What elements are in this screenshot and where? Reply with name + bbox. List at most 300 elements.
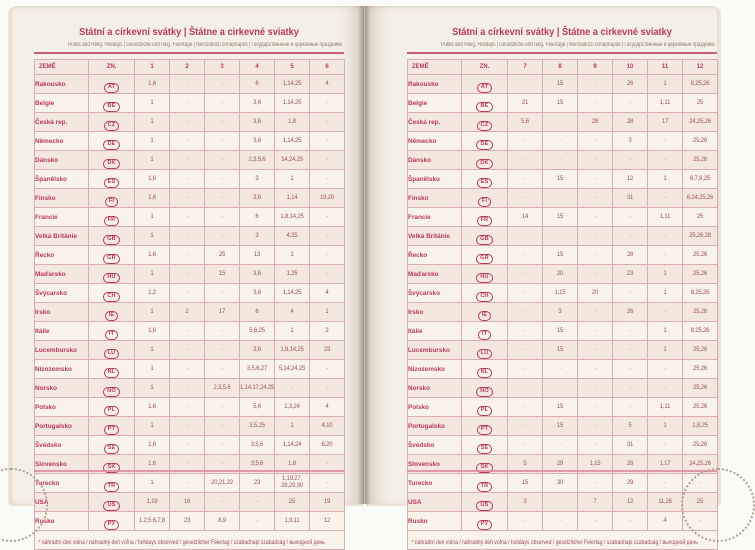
holiday-days-cell: 1,6 [135,322,170,341]
holiday-days-cell: 17 [205,303,240,322]
table-header-row [35,59,345,75]
country-code-badge: TR [104,482,120,492]
holiday-days-cell: 15 [543,322,578,341]
holiday-days-cell: - [170,417,205,436]
table-row [35,265,345,284]
holiday-days-cell: - [543,360,578,379]
table-row [35,512,345,531]
country-code-cell [462,341,508,360]
holiday-days-cell: 25,26 [683,341,718,360]
holiday-days-cell: 4 [310,398,345,417]
country-code-cell [89,265,135,284]
holiday-days-cell: - [578,379,613,398]
holiday-days-cell: - [310,94,345,113]
table-row [35,208,345,227]
country-code-cell [89,398,135,417]
holiday-days-cell: - [205,151,240,170]
holiday-days-cell: 24,25,26 [683,113,718,132]
holiday-days-cell: 24,25,26 [683,455,718,474]
country-name-cell: USA [35,493,89,512]
holiday-days-cell: 14 [508,208,543,227]
holiday-days-cell: 1,19 [135,493,170,512]
country-name-cell: Francie [35,208,89,227]
holiday-days-cell: - [205,493,240,512]
table-row [408,322,718,341]
country-name-cell: Slovensko [408,455,462,474]
holiday-days-cell: 5 [508,455,543,474]
holiday-days-cell: - [170,151,205,170]
country-name-cell: Lucembursko [408,341,462,360]
country-code-badge: GR [476,254,493,264]
table-row [408,398,718,417]
table-row [35,151,345,170]
holiday-days-cell: - [648,303,683,322]
table-row [408,246,718,265]
country-code-cell [89,227,135,246]
holiday-days-cell: 6,24,25,26 [683,189,718,208]
holiday-days-cell: - [170,436,205,455]
holiday-days-cell: 1,14,17,24,25 [240,379,275,398]
country-name-cell: Belgie [408,94,462,113]
country-name-cell: Finsko [35,189,89,208]
holiday-days-cell: 29 [613,474,648,493]
country-name-cell: Švýcarsko [408,284,462,303]
holiday-days-cell: 1 [275,417,310,436]
table-row [408,341,718,360]
holiday-days-cell: 25 [275,493,310,512]
table-footnote: * náhradní den volna / náhradný deň voľna / holidays observed / gesetzlicher Feiertag / szabadnapi szabadság / выходной день [408,540,698,546]
holiday-days-cell: - [170,75,205,94]
holiday-days-cell: - [613,322,648,341]
country-code-badge: BE [103,102,119,112]
table-row [35,360,345,379]
holiday-days-cell: - [543,436,578,455]
holiday-days-cell: - [240,512,275,531]
holiday-days-cell: - [205,322,240,341]
country-code-badge: US [476,501,492,511]
holiday-days-cell: 26 [613,303,648,322]
holiday-days-cell: - [310,227,345,246]
holiday-days-cell: - [205,360,240,379]
country-code-badge: DE [103,140,119,150]
country-name-cell: Norsko [408,379,462,398]
holiday-days-cell: 15 [543,246,578,265]
holiday-days-cell: 25 [205,246,240,265]
holiday-days-cell: 15 [205,265,240,284]
footnote-row [35,531,345,550]
title-rule [407,52,717,54]
table-row [35,170,345,189]
diary-book [10,6,719,504]
holiday-days-cell: 1 [648,417,683,436]
column-header: 2 [170,59,205,75]
holiday-days-cell: - [508,284,543,303]
country-name-cell: Nizozemsko [408,360,462,379]
holiday-days-cell: - [205,113,240,132]
table-row [408,151,718,170]
country-name-cell: Švýcarsko [35,284,89,303]
country-name-cell: Česká rep. [408,113,462,132]
country-name-cell: Francie [408,208,462,227]
country-code-badge: CH [476,292,492,302]
table-row [35,398,345,417]
holiday-days-cell: - [683,512,718,531]
holiday-days-cell: - [613,341,648,360]
country-name-cell: Německo [408,132,462,151]
holiday-days-cell: 1,19,27, 28,29,30 [275,474,310,493]
table-row [408,474,718,493]
column-header: 6 [310,59,345,75]
column-header: 1 [135,59,170,75]
holiday-days-cell: 1,14,25 [275,75,310,94]
holiday-days-cell: 13 [240,246,275,265]
holiday-days-cell: 1 [135,208,170,227]
table-row [408,493,718,512]
holiday-days-cell: 4 [648,512,683,531]
holiday-days-cell: - [508,512,543,531]
holiday-days-cell: - [508,417,543,436]
holiday-days-cell: 25,26 [683,379,718,398]
holiday-days-cell: 25,26 [683,151,718,170]
holiday-days-cell: - [170,170,205,189]
country-code-badge: ES [477,178,493,188]
holiday-days-cell: 1,8 [275,113,310,132]
holiday-days-cell: - [613,208,648,227]
table-row [408,189,718,208]
holiday-days-cell: - [648,246,683,265]
holiday-days-cell: - [578,94,613,113]
country-code-cell [462,436,508,455]
holiday-days-cell: - [205,189,240,208]
country-name-cell: Portugalsko [35,417,89,436]
holiday-days-cell: 28 [613,113,648,132]
country-name-cell: Velká Británie [408,227,462,246]
holiday-days-cell: - [613,398,648,417]
holiday-days-cell: - [613,227,648,246]
holiday-days-cell: - [205,227,240,246]
country-code-badge: NO [103,387,120,397]
country-code-cell [462,493,508,512]
page-title: Státní a církevní svátky | Štátne a cirkevné sviatky [53,26,326,39]
holiday-days-cell: 3 [543,303,578,322]
holiday-days-cell: - [170,227,205,246]
holiday-days-cell: - [170,341,205,360]
country-code-cell [462,303,508,322]
holiday-days-cell: - [508,227,543,246]
table-row [408,436,718,455]
country-code-cell [462,208,508,227]
holiday-days-cell: - [205,132,240,151]
holiday-days-cell: 15 [543,398,578,417]
holiday-days-cell: 3,5,6,27 [240,360,275,379]
holiday-days-cell: 1,15 [578,455,613,474]
holiday-days-cell: - [170,208,205,227]
country-code-cell [462,132,508,151]
table-row [408,417,718,436]
holiday-days-cell: - [683,474,718,493]
country-code-cell [89,322,135,341]
holiday-days-cell: 4,10 [310,417,345,436]
table-row [408,303,718,322]
table-row [408,170,718,189]
table-row [35,227,345,246]
holiday-days-cell: 1 [135,341,170,360]
country-code-cell [462,189,508,208]
country-code-cell [462,512,508,531]
country-code-cell [89,284,135,303]
holiday-days-cell: - [310,265,345,284]
holiday-days-cell: 1,8,14,25 [275,208,310,227]
holiday-days-cell: 28 [613,246,648,265]
country-code-badge: LU [477,349,493,359]
holiday-days-cell: 1 [275,170,310,189]
holiday-days-cell: 1,8 [275,455,310,474]
country-name-cell: Belgie [35,94,89,113]
country-name-cell: Portugalsko [408,417,462,436]
country-code-cell [89,436,135,455]
page-title: Státní a církevní svátky | Štátne a cirkevné sviatky [426,26,699,39]
holiday-days-cell: - [310,360,345,379]
column-header: 5 [275,59,310,75]
country-name-cell: Španělsko [35,170,89,189]
holiday-days-cell: 20,21,22 [205,474,240,493]
holiday-days-cell: - [578,512,613,531]
country-name-cell: Rakousko [35,75,89,94]
holiday-days-cell: 2,3,5,6 [205,379,240,398]
holiday-days-cell: - [508,379,543,398]
table-row [408,208,718,227]
country-name-cell: Slovensko [35,455,89,474]
holiday-days-cell: - [170,455,205,474]
holiday-days-cell: - [170,360,205,379]
country-code-badge: BE [476,102,492,112]
holiday-days-cell: - [613,379,648,398]
country-name-cell: Polsko [408,398,462,417]
holiday-days-cell: 1 [135,379,170,398]
holiday-days-cell: 1 [648,170,683,189]
holiday-days-cell: - [578,417,613,436]
holiday-days-cell: - [508,265,543,284]
country-code-badge: PL [477,406,492,416]
holiday-days-cell: - [578,436,613,455]
holiday-days-cell: - [205,208,240,227]
holiday-days-cell: - [578,208,613,227]
holiday-days-cell: 14,24,25 [275,151,310,170]
country-name-cell: Irsko [408,303,462,322]
holiday-days-cell: 26 [613,75,648,94]
holiday-days-cell: 3,5,6 [240,436,275,455]
table-row [35,113,345,132]
country-code-cell [462,94,508,113]
holiday-days-cell: - [578,227,613,246]
holiday-days-cell: - [310,132,345,151]
holiday-days-cell: 1,15 [543,284,578,303]
table-row [35,94,345,113]
holiday-days-cell: 3,6 [240,284,275,303]
holiday-days-cell: - [543,379,578,398]
holiday-days-cell: - [578,322,613,341]
holiday-days-cell: 17 [648,113,683,132]
table-row [408,360,718,379]
country-code-cell [462,151,508,170]
country-name-cell: Řecko [35,246,89,265]
holiday-days-cell: 8,9 [205,512,240,531]
holiday-days-cell: 1,14,25 [275,94,310,113]
holiday-days-cell: 2,3,5,6 [240,151,275,170]
holiday-days-cell: 30 [543,474,578,493]
holiday-days-cell: - [543,113,578,132]
holiday-days-cell: 1,9,14,25 [275,341,310,360]
holiday-days-cell: 1,9,11 [275,512,310,531]
country-code-cell [462,113,508,132]
holiday-days-cell: - [508,398,543,417]
holiday-days-cell: 1,17 [648,455,683,474]
table-row [408,113,718,132]
holiday-days-cell: 25,26 [683,132,718,151]
holiday-days-cell: 8,25,26 [683,322,718,341]
country-code-badge: РУ [104,520,119,530]
country-name-cell: Rakousko [408,75,462,94]
country-code-cell [89,75,135,94]
holiday-days-cell: 6 [240,208,275,227]
holiday-days-cell: 25,26 [683,265,718,284]
holiday-days-cell: 3 [240,227,275,246]
holiday-days-cell: - [205,341,240,360]
holiday-days-cell: - [310,113,345,132]
holiday-days-cell: - [205,94,240,113]
country-name-cell: Rusko [408,512,462,531]
country-code-badge: GR [103,254,120,264]
holiday-days-cell: - [170,189,205,208]
holiday-days-cell: 7 [578,493,613,512]
country-code-cell [89,94,135,113]
country-code-cell [89,303,135,322]
holiday-days-cell: 3,5,6 [240,455,275,474]
holiday-days-cell: 1,25 [275,265,310,284]
holiday-days-cell: - [170,246,205,265]
holiday-days-cell: - [578,303,613,322]
country-code-badge: DK [103,159,119,169]
holiday-days-cell: 1,8,25 [683,417,718,436]
holiday-days-cell: 5,6 [508,113,543,132]
holiday-days-cell: 1,6 [135,398,170,417]
holiday-days-cell: 3 [240,170,275,189]
country-code-cell [89,493,135,512]
holiday-days-cell: 1,3,24 [275,398,310,417]
country-name-cell: Velká Británie [35,227,89,246]
country-code-cell [462,398,508,417]
holiday-days-cell: 29 [543,455,578,474]
holiday-days-cell: 4 [275,303,310,322]
country-code-badge: FR [477,216,493,226]
holiday-days-cell: 2 [170,303,205,322]
holiday-days-cell: - [648,360,683,379]
table-row [35,436,345,455]
holiday-days-cell: 1,14,25 [275,284,310,303]
country-code-badge: HU [103,273,119,283]
holiday-days-cell: 4 [310,284,345,303]
holiday-days-cell: 1,6 [135,246,170,265]
holiday-days-cell: 25 [683,208,718,227]
country-name-cell: Turecko [35,474,89,493]
holiday-days-cell: 28 [578,113,613,132]
holiday-days-cell: - [170,265,205,284]
holiday-days-cell: - [205,436,240,455]
country-code-badge: NO [476,387,493,397]
holiday-days-cell: 1,14,25 [275,132,310,151]
holiday-days-cell: 1 [648,284,683,303]
holiday-days-cell: - [508,360,543,379]
holiday-days-cell: - [170,398,205,417]
holiday-days-cell: 23 [613,265,648,284]
country-code-badge: РУ [477,520,492,530]
holiday-days-cell: - [170,284,205,303]
table-row [408,132,718,151]
holiday-days-cell: 3 [508,493,543,512]
holiday-days-cell: - [648,436,683,455]
holiday-days-cell: 1,6 [135,436,170,455]
country-code-cell [462,284,508,303]
holiday-days-cell: - [613,151,648,170]
country-code-cell [89,360,135,379]
country-code-cell [462,474,508,493]
holiday-days-cell: 15 [543,94,578,113]
holiday-days-cell: 1 [135,360,170,379]
title-rule [34,52,344,54]
table-row [408,94,718,113]
country-code-badge: CZ [104,121,120,131]
holiday-days-cell: - [310,379,345,398]
holiday-days-cell: 12 [613,170,648,189]
country-code-badge: SE [104,444,120,454]
holiday-days-cell: 4 [310,75,345,94]
column-header: 10 [613,59,648,75]
holiday-days-cell: 16 [170,493,205,512]
holiday-days-cell: 25,26 [683,398,718,417]
holiday-days-cell: 25,26 [683,360,718,379]
holiday-days-cell: - [508,75,543,94]
table-row [35,322,345,341]
footnote-row [408,531,718,550]
country-name-cell: Itálie [408,322,462,341]
holidays-table-months-1-6 [34,59,345,550]
country-code-badge: AT [104,83,119,93]
holiday-days-cell: 6 [240,75,275,94]
holiday-days-cell: 4,25 [275,227,310,246]
holiday-days-cell: 1,14 [275,189,310,208]
country-code-badge: FI [105,197,118,207]
holiday-days-cell: 31 [613,436,648,455]
column-header: 12 [683,59,718,75]
holiday-days-cell: 3,5,25 [240,417,275,436]
table-row [35,417,345,436]
holiday-days-cell: - [170,474,205,493]
country-name-cell: Španělsko [408,170,462,189]
holiday-days-cell: - [578,341,613,360]
country-code-cell [462,322,508,341]
holiday-days-cell: 3,6 [240,132,275,151]
column-header: 8 [543,59,578,75]
country-code-cell [89,341,135,360]
holiday-days-cell: - [310,474,345,493]
column-header: 11 [648,59,683,75]
holiday-days-cell: 1 [648,265,683,284]
holiday-days-cell: - [205,75,240,94]
holiday-days-cell: 28 [613,455,648,474]
table-row [35,246,345,265]
country-name-cell: Dánsko [408,151,462,170]
holiday-days-cell: - [578,75,613,94]
